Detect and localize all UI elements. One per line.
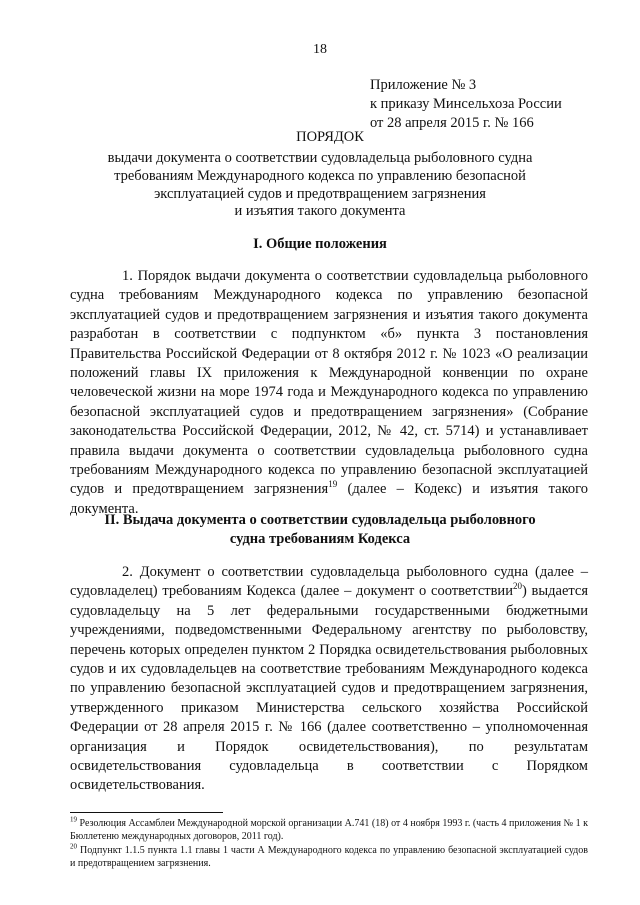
- paragraph-2-text: ) выдается судовладельцу на 5 лет федеральными государственными бюджетными учреждениями, подведомственными Федеральному агентству по рыболовству, перечень которых определен пунктом 2 Порядка освидетельствования рыболовных судов и их судовладельцев на соответствие требованиям Международного кодекса по управлению безопасной эксплуатацией судов и предотвращением загрязнения, утвержденного приказом Министерства сельского хозяйства Российской Федерации от 28 апреля 2015 г. № 166 (далее соответственно – уполномоченная организация и Порядок освидетельствования), по результатам освидетельствования судовладельца в соответствии с Порядком освидетельствования.: [70, 583, 588, 794]
- footnote-19-text: Резолюция Ассамблеи Международной морской организации А.741 (18) от 4 ноября 1993 г. (часть 4 приложения № 1 к Бюллетеню международных договоров, 2011 год).: [70, 818, 588, 842]
- footnote-19-number: 19: [70, 815, 77, 824]
- footnote-20-number: 20: [70, 842, 77, 851]
- paragraph-2: [70, 563, 588, 796]
- footnote-ref-19: 19: [328, 479, 338, 490]
- title-line-1: выдачи документа о соответствии судовладельца рыболовного судна: [107, 150, 533, 166]
- appendix-number: Приложение № 3: [370, 77, 477, 93]
- paragraph-1: [70, 267, 588, 519]
- page-number: 18: [313, 42, 327, 57]
- section-2-heading-line-2: судна требованиям Кодекса: [229, 531, 411, 547]
- paragraph-1-tail: (далее – Кодекс) и изъятия такого документа.: [70, 481, 588, 517]
- footnote-20: [70, 844, 588, 870]
- footnote-ref-20: 20: [512, 581, 522, 592]
- section-2-heading-line-1: II. Выдача документа о соответствии судовладельца рыболовного: [104, 512, 536, 528]
- document-title: ПОРЯДОК: [296, 129, 364, 145]
- footnote-divider: [70, 812, 223, 813]
- appendix-date: от 28 апреля 2015 г. № 166: [370, 115, 534, 131]
- title-line-3: эксплуатацией судов и предотвращением загрязнения: [154, 186, 486, 202]
- paragraph-1-text: 1. Порядок выдачи документа о соответствии судовладельца рыболовного судна требованиям Международного кодекса по управлению безопасной эксплуатацией судов и предотвращением загрязнения и изъятия такого документа разработан в соответствии с подпунктом «б» пункта 3 постановления Правительства Российской Федерации от 8 октября 2012 г. № 1023 «О реализации положений главы IX приложения к Международной конвенции по охране человеческой жизни на море 1974 года и Международного кодекса по управлению безопасной эксплуатацией судов и предотвращением загрязнения» (Собрание законодательства Российской Федерации, 2012, № 42, ст. 5714) и устанавливает правила выдачи документа о соответствии судовладельца рыболовного судна требованиям Международного кодекса по управлению безопасной эксплуатацией судов и предотвращением загрязнения: [70, 268, 588, 498]
- title-line-4: и изъятия такого документа: [234, 203, 406, 219]
- footnote-20-text: Подпункт 1.1.5 пункта 1.1 главы 1 части А Международного кодекса по управлению безопасной эксплуатацией судов и предотвращением загрязнения.: [70, 845, 588, 869]
- appendix-order: к приказу Минсельхоза России: [370, 96, 562, 112]
- paragraph-2-head: 2. Документ о соответствии судовладельца рыболовного судна (далее – судовладелец) требованиям Кодекса (далее – документ о соответствии: [70, 564, 588, 600]
- title-line-2: требованиям Международного кодекса по управлению безопасной: [114, 168, 526, 184]
- footnote-19: [70, 817, 588, 843]
- section-1-heading: I. Общие положения: [253, 236, 387, 252]
